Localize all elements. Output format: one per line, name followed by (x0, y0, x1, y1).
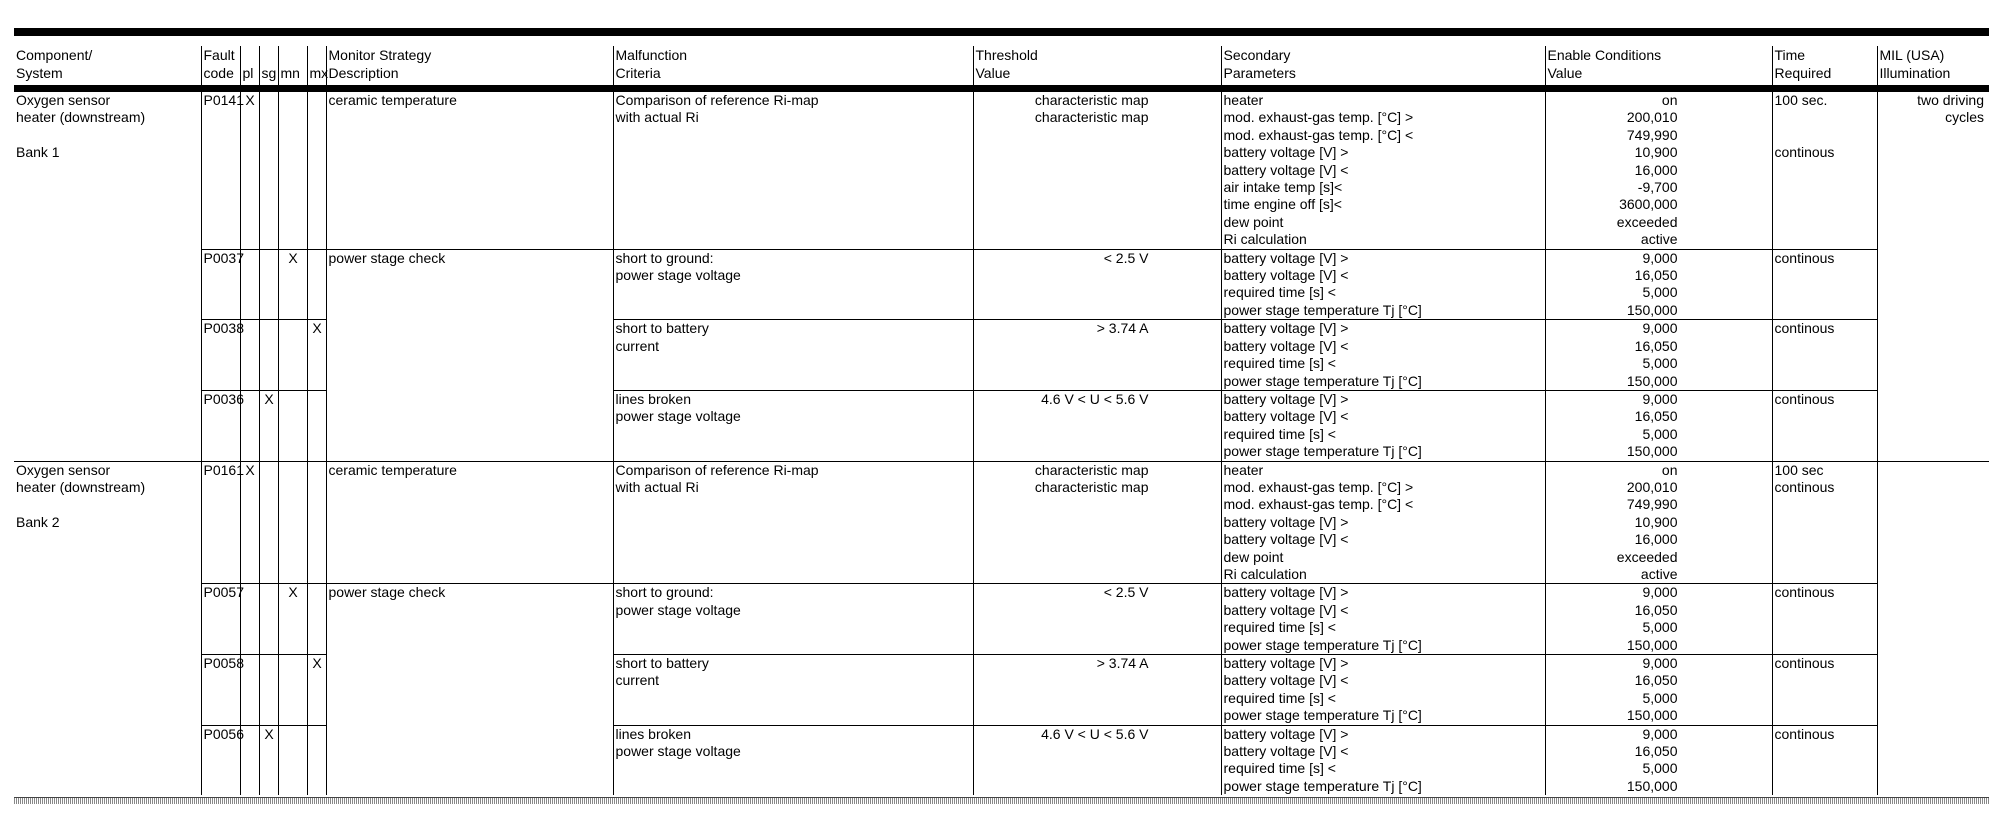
flag-mx (307, 390, 326, 461)
secondary-parameters (1221, 89, 1545, 250)
flag-mn (278, 320, 307, 391)
text-line: current (615, 672, 660, 689)
threshold-value (973, 461, 1221, 584)
obd-monitor-table (14, 46, 1989, 795)
malfunction-criteria (613, 320, 973, 391)
text-line: dew point (1223, 213, 1284, 230)
text-line: characteristic map (1034, 109, 1149, 126)
text-line: 749,990 (1626, 496, 1678, 513)
text-line: battery voltage [V] > (1223, 513, 1349, 530)
header-malfunction-criteria: Malfunction Criteria (613, 46, 973, 89)
time-required (1772, 390, 1877, 461)
mil-illumination (1877, 725, 1989, 795)
text-line: 150,000 (1626, 443, 1678, 460)
text-line: short to ground: (615, 249, 714, 266)
text-line: battery voltage [V] < (1223, 337, 1349, 354)
monitor-strategy (326, 725, 613, 795)
monitor-strategy: power stage check (326, 584, 613, 655)
text-line: 150,000 (1626, 707, 1678, 724)
text-line: continous (1774, 390, 1835, 407)
secondary-parameters (1221, 655, 1545, 726)
text-line: 5,000 (1642, 284, 1678, 301)
flag-mx (307, 725, 326, 795)
text-line: 200,010 (1626, 478, 1678, 495)
text-line: cycles (1945, 109, 1984, 126)
enable-values (1545, 725, 1772, 795)
text-line: 16,050 (1634, 601, 1678, 618)
header-sg: sg (259, 46, 278, 89)
text-line: mod. exhaust-gas temp. [°C] < (1223, 496, 1414, 513)
text-line: 150,000 (1626, 777, 1678, 794)
text-line: 749,990 (1626, 126, 1678, 143)
threshold-value (973, 584, 1221, 655)
text-line: < 2.5 V (1103, 249, 1149, 266)
text-line: battery voltage [V] < (1223, 161, 1349, 178)
threshold-value (973, 725, 1221, 795)
text-line: required time [s] < (1223, 284, 1336, 301)
header-secondary-parameters: Secondary Parameters (1221, 46, 1545, 89)
enable-values (1545, 584, 1772, 655)
flag-mn: X (278, 584, 307, 655)
text-line: heater (downstream) (16, 109, 146, 126)
text-line: heater (1223, 92, 1264, 108)
text-line: heater (1223, 461, 1264, 478)
text-line: battery voltage [V] < (1223, 601, 1349, 618)
text-line: characteristic map (1034, 461, 1149, 478)
text-line: characteristic map (1034, 478, 1149, 495)
text-line: 100 sec (1774, 461, 1824, 478)
text-line: battery voltage [V] < (1223, 743, 1349, 760)
header-mx: mx (307, 46, 326, 89)
time-required (1772, 655, 1877, 726)
mil-illumination (1877, 320, 1989, 391)
header-enable-conditions: Enable Conditions Value (1545, 46, 1772, 89)
text-line: < 2.5 V (1103, 584, 1149, 601)
flag-pl: X (240, 461, 259, 584)
text-line: Oxygen sensor (16, 92, 111, 108)
fault-code: P0036 (201, 390, 240, 461)
header-monitor-strategy: Monitor Strategy Description (326, 46, 613, 89)
text-line: battery voltage [V] < (1223, 408, 1349, 425)
fault-row-p0056 (14, 725, 1989, 795)
mil-illumination (1877, 461, 1989, 584)
text-line: 5,000 (1642, 619, 1678, 636)
monitor-strategy: ceramic temperature (326, 461, 613, 584)
text-line: exceeded (1616, 213, 1678, 230)
flag-sg (259, 461, 278, 584)
text-line: short to ground: (615, 584, 714, 601)
text-line: Comparison of reference Ri-map (615, 92, 819, 108)
text-line: power stage voltage (615, 601, 741, 618)
flag-mx (307, 89, 326, 250)
text-line: Comparison of reference Ri-map (615, 461, 819, 478)
text-line: time engine off [s]< (1223, 196, 1342, 213)
malfunction-criteria (613, 249, 973, 320)
header-mn: mn (278, 46, 307, 89)
text-line: 9,000 (1642, 390, 1678, 407)
text-line: required time [s] < (1223, 689, 1336, 706)
text-line: battery voltage [V] > (1223, 725, 1349, 742)
threshold-value (973, 655, 1221, 726)
mil-illumination (1877, 249, 1989, 320)
fault-code: P0161 (201, 461, 240, 584)
header-fault-code: Fault code (201, 46, 240, 89)
text-line: Ri calculation (1223, 565, 1307, 582)
mil-illumination (1877, 89, 1989, 250)
fault-row-p0037 (14, 249, 1989, 320)
monitor-strategy: power stage check (326, 249, 613, 320)
text-line: heater (downstream) (16, 478, 146, 495)
text-line: current (615, 337, 660, 354)
text-line: Ri calculation (1223, 231, 1307, 248)
time-required (1772, 461, 1877, 584)
text-line: short to battery (615, 320, 709, 337)
text-line: 9,000 (1642, 584, 1678, 601)
text-line: continous (1774, 584, 1835, 601)
fault-code: P0038 (201, 320, 240, 391)
monitor-strategy (326, 390, 613, 461)
top-rule (14, 28, 1989, 36)
flag-sg (259, 249, 278, 320)
flag-mx: X (307, 655, 326, 726)
mil-illumination (1877, 390, 1989, 461)
text-line (1775, 109, 1876, 126)
text-line: continous (1774, 478, 1835, 495)
text-line: battery voltage [V] > (1223, 584, 1349, 601)
text-line: > 3.74 A (1096, 320, 1149, 337)
text-line: 10,900 (1634, 513, 1678, 530)
text-line: with actual Ri (615, 109, 699, 126)
flag-sg (259, 584, 278, 655)
fault-row-p0036 (14, 390, 1989, 461)
text-line: on (1661, 92, 1678, 108)
text-line: 9,000 (1642, 655, 1678, 671)
text-line: 5,000 (1642, 689, 1678, 706)
flag-mn (278, 725, 307, 795)
enable-values (1545, 320, 1772, 391)
flag-mx (307, 249, 326, 320)
text-line: power stage voltage (615, 267, 741, 284)
flag-sg: X (259, 725, 278, 795)
text-line: battery voltage [V] > (1223, 390, 1349, 407)
text-line: continous (1774, 725, 1835, 742)
text-line: continous (1774, 320, 1835, 337)
malfunction-criteria (613, 390, 973, 461)
threshold-value (973, 320, 1221, 391)
threshold-value (973, 249, 1221, 320)
text-line: continous (1774, 144, 1835, 161)
header-mil-illumination: MIL (USA) Illumination (1877, 46, 1989, 89)
text-line: exceeded (1616, 548, 1678, 565)
header-threshold-value: Threshold Value (973, 46, 1221, 89)
text-line: power stage temperature Tj [°C] (1223, 301, 1422, 318)
secondary-parameters (1221, 584, 1545, 655)
text-line: -9,700 (1637, 179, 1678, 196)
text-line (1775, 127, 1876, 144)
text-line: Bank 1 (16, 144, 60, 161)
time-required (1772, 584, 1877, 655)
text-line: battery voltage [V] < (1223, 531, 1349, 548)
text-line: 5,000 (1642, 355, 1678, 372)
monitor-strategy (326, 320, 613, 391)
bottom-rule (14, 797, 1989, 804)
text-line: active (1640, 565, 1678, 582)
text-line: power stage voltage (615, 408, 741, 425)
flag-sg: X (259, 390, 278, 461)
malfunction-criteria (613, 655, 973, 726)
enable-values (1545, 89, 1772, 250)
enable-values (1545, 249, 1772, 320)
text-line: battery voltage [V] > (1223, 144, 1349, 161)
secondary-parameters (1221, 390, 1545, 461)
text-line: required time [s] < (1223, 355, 1336, 372)
text-line: dew point (1223, 548, 1284, 565)
text-line: battery voltage [V] > (1223, 249, 1349, 266)
text-line: continous (1774, 249, 1835, 266)
text-line: active (1640, 231, 1678, 248)
text-line: 100 sec. (1774, 92, 1828, 108)
flag-sg (259, 89, 278, 250)
text-line: continous (1774, 655, 1835, 671)
text-line: 16,050 (1634, 267, 1678, 284)
text-line: Oxygen sensor (16, 461, 111, 478)
flag-mx: X (307, 320, 326, 391)
component-cell (14, 89, 201, 462)
text-line: with actual Ri (615, 478, 699, 495)
text-line: 4.6 V < U < 5.6 V (1041, 725, 1149, 742)
text-line (16, 127, 200, 144)
text-line: required time [s] < (1223, 619, 1336, 636)
text-line: 16,000 (1634, 531, 1678, 548)
fault-code: P0058 (201, 655, 240, 726)
malfunction-criteria (613, 89, 973, 250)
text-line: 16,050 (1634, 337, 1678, 354)
flag-mn (278, 89, 307, 250)
mil-illumination (1877, 655, 1989, 726)
text-line (16, 496, 200, 513)
flag-mn (278, 655, 307, 726)
header-row (14, 46, 1989, 89)
text-line: battery voltage [V] > (1223, 320, 1349, 337)
text-line: power stage temperature Tj [°C] (1223, 372, 1422, 389)
text-line: required time [s] < (1223, 760, 1336, 777)
fault-row-p0057 (14, 584, 1989, 655)
text-line: 16,050 (1634, 672, 1678, 689)
text-line: mod. exhaust-gas temp. [°C] > (1223, 109, 1414, 126)
enable-values (1545, 390, 1772, 461)
text-line: short to battery (615, 655, 709, 671)
text-line: on (1661, 461, 1678, 478)
text-line: 150,000 (1626, 636, 1678, 653)
malfunction-criteria (613, 461, 973, 584)
text-line: power stage voltage (615, 743, 741, 760)
text-line: 3600,000 (1619, 196, 1678, 213)
text-line: > 3.74 A (1096, 655, 1149, 671)
text-line: 16,050 (1634, 743, 1678, 760)
header-component: Component/ System (14, 46, 201, 89)
flag-mx (307, 461, 326, 584)
header-time-required: Time Required (1772, 46, 1877, 89)
text-line: 150,000 (1626, 301, 1678, 318)
fault-row-p0161 (14, 461, 1989, 584)
time-required (1772, 249, 1877, 320)
flag-mn (278, 461, 307, 584)
text-line: 9,000 (1642, 249, 1678, 266)
time-required (1772, 725, 1877, 795)
text-line: Bank 2 (16, 513, 60, 530)
text-line: air intake temp [s]< (1223, 179, 1343, 196)
fault-code: P0056 (201, 725, 240, 795)
text-line: lines broken (615, 390, 691, 407)
text-line: 150,000 (1626, 372, 1678, 389)
text-line: 5,000 (1642, 760, 1678, 777)
text-line: 9,000 (1642, 320, 1678, 337)
flag-sg (259, 320, 278, 391)
time-required (1772, 320, 1877, 391)
time-required (1772, 89, 1877, 250)
text-line: battery voltage [V] > (1223, 655, 1349, 671)
text-line: 10,900 (1634, 144, 1678, 161)
malfunction-criteria (613, 725, 973, 795)
text-line: required time [s] < (1223, 425, 1336, 442)
secondary-parameters (1221, 725, 1545, 795)
malfunction-criteria (613, 584, 973, 655)
enable-values (1545, 655, 1772, 726)
enable-values (1545, 461, 1772, 584)
text-line: two driving (1917, 92, 1984, 108)
fault-code: P0141 (201, 89, 240, 250)
header-pl: pl (240, 46, 259, 89)
threshold-value (973, 89, 1221, 250)
monitor-strategy (326, 655, 613, 726)
secondary-parameters (1221, 461, 1545, 584)
mil-illumination (1877, 584, 1989, 655)
fault-code: P0037 (201, 249, 240, 320)
flag-sg (259, 655, 278, 726)
fault-row-p0058 (14, 655, 1989, 726)
text-line: 5,000 (1642, 425, 1678, 442)
text-line: power stage temperature Tj [°C] (1223, 777, 1422, 794)
component-cell (14, 461, 201, 795)
fault-code: P0057 (201, 584, 240, 655)
text-line: power stage temperature Tj [°C] (1223, 443, 1422, 460)
text-line: characteristic map (1034, 92, 1149, 108)
secondary-parameters (1221, 249, 1545, 320)
text-line: 200,010 (1626, 109, 1678, 126)
fault-row-p0141 (14, 89, 1989, 250)
text-line: battery voltage [V] < (1223, 672, 1349, 689)
text-line: battery voltage [V] < (1223, 267, 1349, 284)
flag-mn: X (278, 249, 307, 320)
text-line: 4.6 V < U < 5.6 V (1041, 390, 1149, 407)
text-line: 16,050 (1634, 408, 1678, 425)
secondary-parameters (1221, 320, 1545, 391)
text-line: mod. exhaust-gas temp. [°C] < (1223, 126, 1414, 143)
fault-row-p0038 (14, 320, 1989, 391)
text-line: 16,000 (1634, 161, 1678, 178)
text-line: 9,000 (1642, 725, 1678, 742)
text-line: mod. exhaust-gas temp. [°C] > (1223, 478, 1414, 495)
flag-mx (307, 584, 326, 655)
text-line: power stage temperature Tj [°C] (1223, 707, 1422, 724)
flag-pl: X (240, 89, 259, 250)
text-line: lines broken (615, 725, 691, 742)
text-line: power stage temperature Tj [°C] (1223, 636, 1422, 653)
monitor-strategy: ceramic temperature (326, 89, 613, 250)
flag-mn (278, 390, 307, 461)
threshold-value (973, 390, 1221, 461)
